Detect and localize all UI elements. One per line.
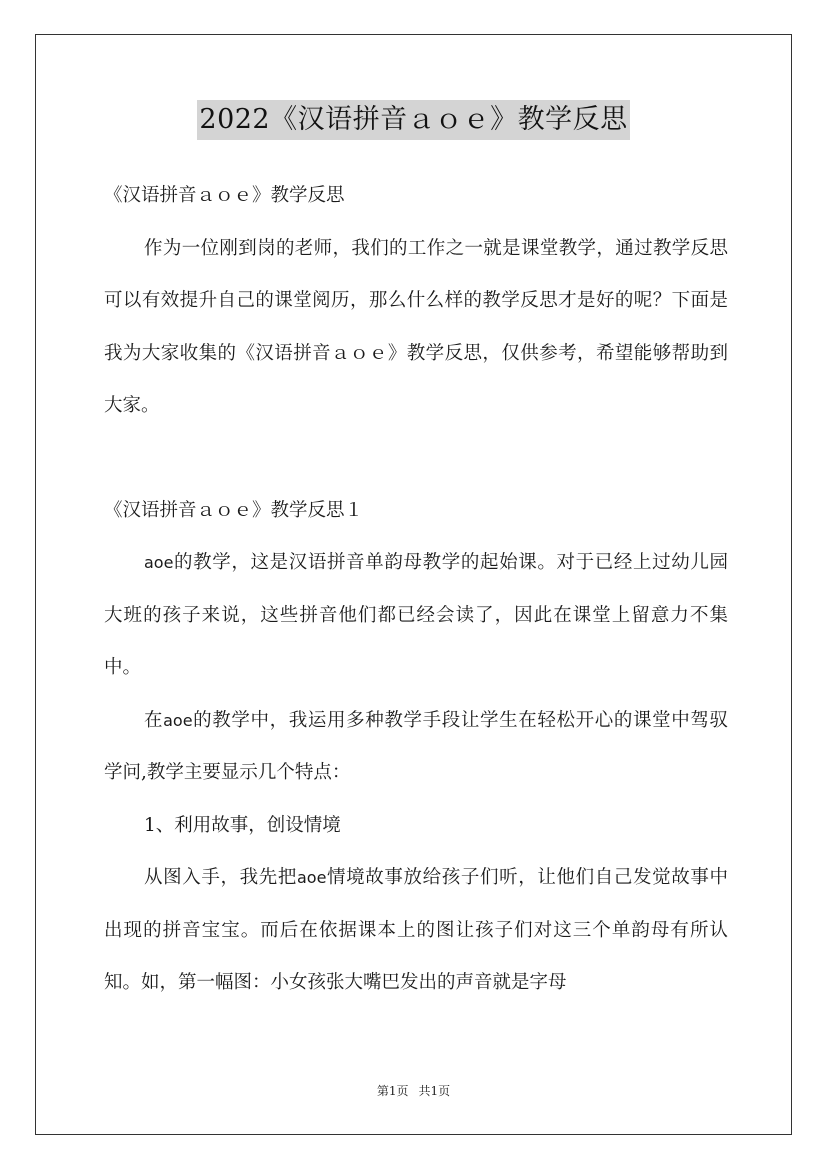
- inline-term: aoe: [163, 710, 193, 730]
- subtitle: 《汉语拼音ａｏｅ》教学反思: [104, 185, 345, 206]
- paragraph-text: 情境故事放给孩子们听，让他们自己发觉故事中出现的拼音宝宝。而后在依据课本上的图让孩子们对这三个单韵母有所认知。如，第一幅图：小女孩张大嘴巴发出的声音就是字母: [104, 867, 728, 993]
- list-item-1: 1、利用故事，创设情境: [144, 814, 341, 836]
- page-total: 共1页: [418, 1084, 451, 1098]
- paragraph-text: 的教学中，我运用多种教学手段让学生在轻松开心的课堂中驾驭学问,教学主要显示几个特点：: [104, 709, 728, 783]
- page-number: 第1页: [376, 1084, 409, 1098]
- blank-line: [104, 433, 728, 485]
- section-heading: 《汉语拼音ａｏｅ》教学反思１: [104, 499, 364, 521]
- intro-paragraph: 作为一位刚到岗的老师，我们的工作之一就是课堂教学，通过教学反思可以有效提升自己的课堂阅历，那么什么样的教学反思才是好的呢？下面是我为大家收集的《汉语拼音ａｏｅ》教学反思，仅供参考，希望能够帮助到大家。: [104, 237, 728, 416]
- document-title: 2022《汉语拼音ａｏｅ》教学反思: [197, 100, 629, 140]
- paragraph-3: [104, 852, 728, 1010]
- paragraph-1: [104, 537, 728, 695]
- inline-term: aoe: [296, 868, 327, 887]
- document-body: [104, 170, 728, 1010]
- title-container: [0, 100, 827, 140]
- page-footer: [0, 1082, 827, 1099]
- inline-term: aoe: [144, 553, 174, 572]
- paragraph-text: 在: [144, 709, 164, 731]
- paragraph-text: 的教学，这是汉语拼音单韵母教学的起始课。对于已经上过幼儿园大班的孩子来说，这些拼音他们都已经会读了，因此在课堂上留意力不集中。: [104, 552, 728, 678]
- paragraph-text: 从图入手，我先把: [144, 867, 297, 888]
- paragraph-2: [104, 695, 728, 800]
